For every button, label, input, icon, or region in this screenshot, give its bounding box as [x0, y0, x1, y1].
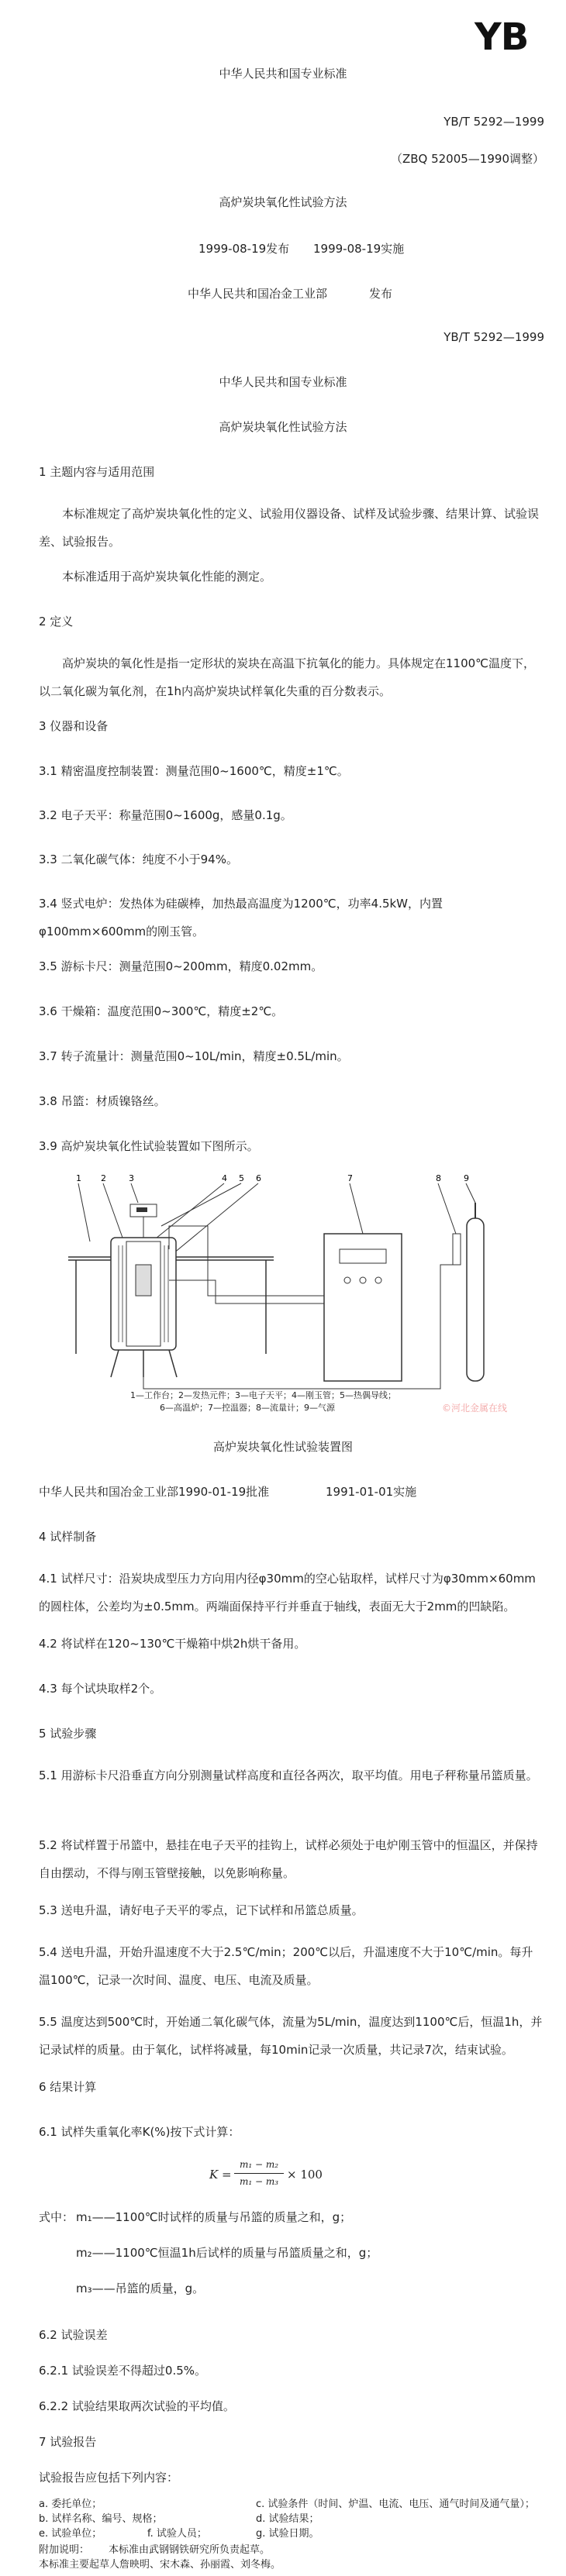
appendix-heading: 附加说明：: [39, 2544, 90, 2556]
item-6-1: 6.1 试样失重氧化率K(%)按下式计算：: [39, 2125, 240, 2139]
replaces-note: （ZBQ 52005—1990调整）: [390, 152, 544, 166]
standard-code: YB/T 5292—1999: [443, 115, 544, 129]
fraction-bar: [234, 2173, 284, 2174]
controller-display: [340, 1249, 386, 1263]
report-item-g: g. 试验日期。: [256, 2528, 319, 2540]
release-date: 1999-08-19发布: [198, 242, 290, 256]
balance-display: [136, 1207, 147, 1212]
item-6-2-2: 6.2.2 试验结果取两次试验的平均值。: [39, 2399, 235, 2413]
formula-numerator: m₁ − m₂: [239, 2159, 279, 2170]
item-4-1: 4.1 试样尺寸：沿炭块成型压力方向用内径φ30mm的空心钻取样，试样尺寸为φ30mm×60mm的圆柱体，公差均为±0.5mm。两端面保持平行并垂直于轴线，表面无大于2mm的凹缺陷。: [39, 1572, 536, 1613]
figure-legend-line-1: 1—工作台；2—发热元件；3—电子天平；4—刚玉管；5—热偶导线；: [130, 1390, 396, 1400]
figure-number: 6: [256, 1173, 261, 1183]
report-item-d: d. 试验结果；: [256, 2513, 319, 2525]
figure-number: 4: [222, 1173, 227, 1183]
approval-effective: 1991-01-01实施: [326, 1485, 417, 1499]
report-item-a: a. 委托单位；: [39, 2499, 102, 2510]
where-m3: m₃——吊篮的质量，g。: [76, 2282, 205, 2295]
flowmeter: [453, 1234, 461, 1265]
approval-note: 中华人民共和国冶金工业部1990-01-19批准: [39, 1485, 270, 1499]
item-3-1: 3.1 精密温度控制装置：测量范围0~1600℃，精度±1℃。: [39, 764, 349, 778]
gas-cylinder: [467, 1218, 484, 1381]
where-m2: m₂——1100℃恒温1h后试样的质量与吊篮质量之和，g；: [76, 2246, 378, 2260]
report-intro: 试验报告应包括下列内容：: [39, 2471, 179, 2485]
doc-title-repeat: 高炉炭块氧化性试验方法: [219, 420, 347, 434]
item-3-3: 3.3 二氧化碳气体：纯度不小于94%。: [39, 852, 238, 866]
section-2-heading: 2 定义: [39, 615, 74, 629]
item-5-4: 5.4 送电升温，开始升温速度不大于2.5℃/min；200℃以后，升温速度不大于10℃/min。每升温100℃，记录一次时间、温度、电压、电流及质量。: [39, 1945, 533, 1987]
item-5-1: 5.1 用游标卡尺沿垂直方向分别测量试样高度和直径各两次，取平均值。用电子秤称量吊篮质量。: [39, 1768, 538, 1782]
item-3-8: 3.8 吊篮：材质镍铬丝。: [39, 1094, 166, 1108]
doc-title: 高炉炭块氧化性试验方法: [219, 195, 347, 209]
connection-lines: [143, 1226, 456, 1389]
item-5-5: 5.5 温度达到500℃时，开始通二氧化碳气体，流量为5L/min，温度达到1100℃后，恒温1h，并记录试样的质量。由于氧化，试样将减量，每10min记录一次质量，共记录7次，结束试验。: [39, 2015, 543, 2057]
section-1-paragraph: 本标准规定了高炉炭块氧化性的定义、试验用仪器设备、试样及试验步骤、结果计算、试验误差、试验报告。: [39, 507, 540, 549]
issue-word: 发布: [369, 287, 393, 301]
figure-caption: 高炉炭块氧化性试验装置图: [212, 1440, 353, 1454]
where-prefix: 式中：: [39, 2210, 74, 2224]
item-3-5: 3.5 游标卡尺：测量范围0~200mm，精度0.02mm。: [39, 959, 323, 973]
figure-number: 1: [76, 1173, 81, 1183]
formula-multiplier: × 100: [287, 2168, 323, 2182]
yb-logo: YB: [475, 15, 529, 59]
appendix-line-1: 本标准由武钢钢铁研究所负责起草。: [109, 2544, 271, 2556]
item-3-4: 3.4 竖式电炉：发热体为硅碳棒，加热最高温度为1200℃，功率4.5kW，内置φ100mm×600mm的刚玉管。: [39, 897, 443, 938]
section-3-heading: 3 仪器和设备: [39, 719, 109, 733]
item-5-3: 5.3 送电升温，请好电子天平的零点，记下试样和吊篮总质量。: [39, 1903, 364, 1917]
section-4-heading: 4 试样制备: [39, 1530, 97, 1544]
item-4-2: 4.2 将试样在120~130℃干燥箱中烘2h烘干备用。: [39, 1637, 306, 1651]
watermark: ©河北金属在线: [442, 1403, 508, 1414]
figure-number: 9: [464, 1173, 469, 1183]
furnace-legs: [111, 1350, 177, 1377]
where-m1: m₁——1100℃时试样的质量与吊篮的质量之和，g；: [76, 2210, 352, 2224]
report-item-b: b. 试样名称、编号、规格；: [39, 2513, 163, 2525]
issuer: 中华人民共和国冶金工业部: [188, 287, 328, 301]
item-4-3: 4.3 每个试块取样2个。: [39, 1682, 162, 1696]
figure-number: 8: [436, 1173, 441, 1183]
standard-code-repeat: YB/T 5292—1999: [443, 330, 544, 344]
report-item-f: f. 试验人员；: [147, 2528, 207, 2540]
effective-date: 1999-08-19实施: [313, 242, 405, 256]
item-3-7: 3.7 转子流量计：测量范围0~10L/min，精度±0.5L/min。: [39, 1049, 349, 1063]
item-3-6: 3.6 干燥箱：温度范围0~300℃，精度±2℃。: [39, 1004, 284, 1018]
figure-number: 5: [239, 1173, 244, 1183]
item-6-2: 6.2 试验误差: [39, 2328, 108, 2342]
formula-denominator: m₁ − m₃: [239, 2176, 279, 2187]
standard-title: 中华人民共和国专业标准: [219, 67, 347, 81]
appendix-line-2: 本标准主要起草人詹映明、宋木森、孙丽霞、刘冬梅。: [39, 2559, 281, 2571]
item-6-2-1: 6.2.1 试验误差不得超过0.5%。: [39, 2364, 207, 2378]
report-item-e: e. 试验单位；: [39, 2528, 102, 2540]
section-6-heading: 6 结果计算: [39, 2080, 97, 2094]
section-5-heading: 5 试验步骤: [39, 1727, 97, 1741]
item-3-2: 3.2 电子天平：称量范围0~1600g，感量0.1g。: [39, 808, 292, 822]
sample-basket: [136, 1265, 151, 1296]
figure-legend-line-2: 6—高温炉；7—控温器；8—流量计；9—气源: [160, 1403, 335, 1413]
figure-number: 7: [347, 1173, 353, 1183]
apparatus-figure: [53, 1172, 513, 1412]
section-1-scope: 本标准适用于高炉炭块氧化性能的测定。: [62, 570, 272, 584]
apparatus-diagram: [53, 1172, 513, 1412]
section-1-heading: 1 主题内容与适用范围: [39, 465, 155, 479]
section-2-paragraph: 高炉炭块的氧化性是指一定形状的炭块在高温下抗氧化的能力。具体规定在1100℃温度下，以二氧化碳为氧化剂，在1h内高炉炭块试样氧化失重的百分数表示。: [39, 656, 536, 698]
item-5-2: 5.2 将试样置于吊篮中，悬挂在电子天平的挂钩上，试样必须处于电炉刚玉管中的恒温区，并保持自由摆动，不得与刚玉管壁接触，以免影响称量。: [39, 1838, 538, 1880]
figure-number: 2: [101, 1173, 106, 1183]
section-7-heading: 7 试验报告: [39, 2435, 97, 2449]
report-item-c: c. 试验条件（时间、炉温、电流、电压、通气时间及通气量）；: [256, 2499, 535, 2510]
item-3-9: 3.9 高炉炭块氧化性试验装置如下图所示。: [39, 1139, 259, 1153]
figure-number: 3: [129, 1173, 134, 1183]
formula-lhs: K =: [209, 2168, 232, 2182]
standard-title-repeat: 中华人民共和国专业标准: [219, 375, 347, 389]
